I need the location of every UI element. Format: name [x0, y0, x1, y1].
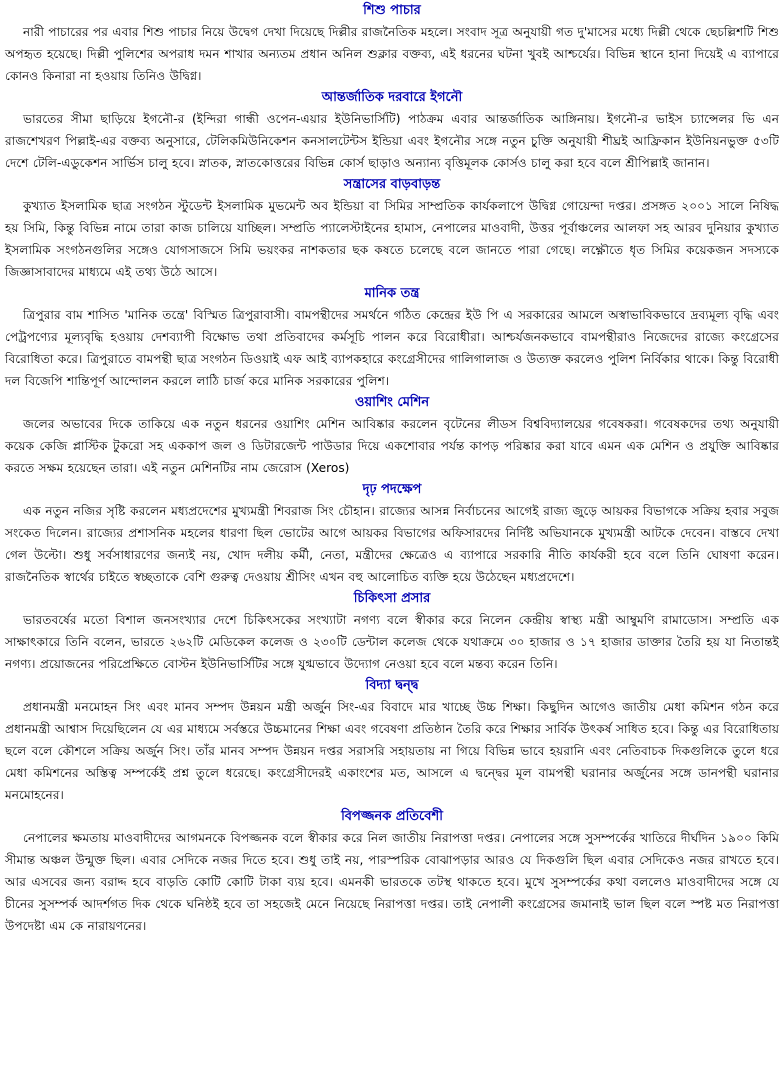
article-bidya-dwandwa	[5, 676, 779, 806]
article-heading: চিকিৎসা প্রসার	[353, 591, 431, 606]
article-bipajjanak-prativeshi	[5, 807, 779, 937]
article-manik-tantra	[5, 284, 779, 392]
article-body: ত্রিপুরার বাম শাসিত 'মানিক তন্ত্রে' বিস্মিত ত্রিপুরাবাসী। বামপন্থীদের সমর্থনে গঠিত কেন্দ্রের ইউ পি এ সরকারের আমলে অস্বাভাবিকভাবে দ্রব্যমূল্য বৃদ্ধি এবং পেট্রপণ্যের মূল্যবৃদ্ধি হওয়ায় দেশব্যাপী বিক্ষোভ তথা প্রতিবাদের কর্মসূচি পালন করে বিরোধীরা। আশ্চর্যজনকভাবে বামপন্থীরাও নিজেদের রাজ্যে কংগ্রেসের বিরোধিতা করে। ত্রিপুরাতে বামপন্থী ছাত্র সংগঠন ডিওয়াই এফ আই ব্যাপকহারে কংগ্রেসীদের গালিগালাজ ও উত্যক্ত করলেও পুলিশ নির্বিকার থাকে। কিন্তু বিরোধী দল বিজেপি শান্তিপূর্ণ আন্দোলন করলে লাঠি চার্জ করে মানিক সরকারের পুলিশ।	[5, 308, 779, 388]
article-chikitsa-prasar	[5, 589, 779, 675]
article-body: জলের অভাবের দিকে তাকিয়ে এক নতুন ধরনের ওয়াশিং মেশিন আবিষ্কার করলেন বৃটেনের লীডস বিশ্ববিদ্যালয়ের গবেষকরা। গবেষকদের তথ্য অনুযায়ী কয়েক কেজি প্লাস্টিক টুকরো সহ এককাপ জল ও ডিটারজেন্ট পাউডার দিয়ে একশোবার পর্যন্ত কাপড় পরিষ্কার করা যাবে এমন এক মেশিন ও প্রযুক্তি আবিষ্কার করতে সক্ষম হয়েছেন তারা। এই নতুন মেশিনটির নাম জেরোস (Xeros)	[5, 417, 779, 475]
article-body: এক নতুন নজির সৃষ্টি করলেন মধ্যপ্রদেশের মুখ্যমন্ত্রী শিবরাজ সিং চৌহান। রাজ্যের আসন্ন নির্বাচনের আগেই রাজ্য জুড়ে আয়কর বিভাগকে সক্রিয় হবার সবুজ সংকেত দিলেন। রাজ্যের প্রশাসনিক মহলের ধারণা ছিল ভোটের আগে আয়কর বিভাগের অফিসারদের নির্দিষ্ট অভিযানকে মুখ্যমন্ত্রী আটকে দেবেন। বাস্তবে দেখা গেল উল্টো। শুধু সর্বসাধারণের জন্যই নয়, খোদ দলীয় কর্মী, নেতা, মন্ত্রীদের ক্ষেত্রেও এ ব্যাপারে সরকারি নীতি কার্যকরী হবে বলে তিনি ঘোষণা করেন। রাজনৈতিক স্বার্থের চাইতে স্বচ্ছতাকে বেশি গুরুত্ব দেওয়ায় শ্রীসিং এখন বহু আলোচিত ব্যক্তি হয়ে উঠেছেন মধ্যপ্রদেশে।	[5, 504, 779, 584]
article-washing-machine	[5, 393, 779, 479]
article-heading: ওয়াশিং মেশিন	[354, 395, 430, 410]
article-body: ভারতবর্ষের মতো বিশাল জনসংখ্যার দেশে চিকিৎসকের সংখ্যাটা নগণ্য বলে স্বীকার করে নিলেন কেন্দ্রীয় স্বাস্থ্য মন্ত্রী আম্বুমণি রামাডোস। সম্প্রতি এক সাক্ষাৎকারে তিনি বলেন, ভারতে ২৬২টি মেডিকেল কলেজ ও ২৩০টি ডেন্টাল কলেজ থেকে যথাক্রমে ৩০ হাজার ও ১৭ হাজার ডাক্তার তৈরি হয় যা নিতান্তই নগণ্য। প্রয়োজনের পরিপ্রেক্ষিতে বোস্টন ইউনিভার্সিটির সঙ্গে যুগ্মভাবে উদ্যোগ নেওয়া হবে বলে মন্তব্য করেন তিনি।	[5, 613, 779, 671]
article-body: নেপালের ক্ষমতায় মাওবাদীদের আগমনকে বিপজ্জনক বলে স্বীকার করে নিল জাতীয় নিরাপত্তা দপ্তর। নেপালের সঙ্গে সুসম্পর্কের খাতিরে দীর্ঘদিন ১৯০০ কিমি সীমান্ত অঞ্চল উন্মুক্ত ছিল। এবার সেদিকে নজর দিতে হবে। শুধু তাই নয়, পারস্পরিক বোঝাপড়ার আরও যে দিকগুলি ছিল এবার সেদিকেও নজর রাখতে হবে। আর এসবের জন্য বরাদ্দ হবে বাড়তি কোটি কোটি টাকা ব্যয় হবে। এমনকী ভারতকে তটস্থ থাকতে হবে। মুখে সুসম্পর্কের কথা বললেও মাওবাদীদের সঙ্গে যে চীনের সুসম্পর্ক আদর্শগত দিক থেকে ঘনিষ্ঠই হবে তা সহজেই মেনে নিয়েছে নিরাপত্তা দপ্তর। তাই নেপালী কংগ্রেসের জমানাই ভাল ছিল বলে স্পষ্ট মত নিরাপত্তা উপদেষ্টা এম কে নারায়ণনের।	[5, 831, 779, 933]
article-body: নারী পাচারের পর এবার শিশু পাচার নিয়ে উদ্বেগ দেখা দিয়েছে দিল্লীর রাজনৈতিক মহলে। সংবাদ সূত্র অনুযায়ী গত দু'মাসের মধ্যে দিল্লী থেকে ছেচল্লিশটি শিশু অপহৃত হয়েছে। দিল্লী পুলিশের অপরাধ দমন শাখার অন্যতম প্রধান অনিল শুক্লার বক্তব্য, এই ধরনের ঘটনা খুবই আশ্চর্যের। বিভিন্ন স্থানে হানা দিয়েই এ ব্যাপারে কোনও কিনারা না হওয়ায় তিনিও উদ্বিগ্ন।	[5, 25, 779, 83]
article-shishu-pachar	[5, 1, 779, 87]
article-heading: দৃঢ় পদক্ষেপ	[362, 482, 422, 497]
article-heading: মানিক তন্ত্র	[364, 286, 420, 301]
article-heading: বিপজ্জনক প্রতিবেশী	[341, 809, 443, 824]
article-ignou	[5, 88, 779, 174]
article-santras	[5, 175, 779, 283]
article-body: প্রধানমন্ত্রী মনমোহন সিং এবং মানব সম্পদ উন্নয়ন মন্ত্রী অর্জুন সিং-এর বিবাদে মার খাচ্ছে উচ্চ শিক্ষা। কিছুদিন আগেও জাতীয় মেধা কমিশন গঠন করে প্রধানমন্ত্রী আশ্বাস দিয়েছিলেন যে এর মাধ্যমে সর্বস্তরে উচ্চমানের শিক্ষা এবং গবেষণা প্রতিষ্ঠান তৈরি করে শিক্ষার সার্বিক উৎকর্ষ সাধিত হবে। কিন্তু এর বিরোধিতায় ছলে বলে কৌশলে সক্রিয় অর্জুন সিং। তাঁর মানব সম্পদ উন্নয়ন দপ্তর সরাসরি সহায়তায় না গিয়ে বিভিন্ন ভাবে হয়রানি এবং নেতিবাচক দিকগুলিকে তুলে ধরে মেধা কমিশনের অস্তিত্ব সম্পর্কেই প্রশ্ন তুলে ধরেছে। কংগ্রেসীদেরই একাংশের মত, আসলে এ দ্বন্দ্বের মূল বামপন্থী ঘরানার অর্জুনের সঙ্গে ডানপন্থী ঘরানার মনমোহনের।	[5, 700, 779, 802]
article-body: কুখ্যাত ইসলামিক ছাত্র সংগঠন স্টুডেন্ট ইসলামিক মুভমেন্ট অব ইন্ডিয়া বা সিমির সাম্প্রতিক কার্যকলাপে উদ্বিগ্ন গোয়েন্দা দপ্তর। প্রসঙ্গত ২০০১ সালে নিষিদ্ধ হয় সিমি, কিন্তু বিভিন্ন নামে তারা কাজ চালিয়ে যাচ্ছিল। সম্প্রতি প্যালেস্টাইনের হামাস, নেপালের মাওবাদী, উত্তর পূর্বাঞ্চলের আলফা সহ আরব দুনিয়ার কুখ্যাত ইসলামিক সংগঠনগুলির সঙ্গেও যোগসাজসে সিমি ভয়ংকর নাশকতার ছক কষতে চলেছে বলে জানতে পারা গেছে। লক্ষ্ণৌতে ধৃত সিমির কয়েকজন সদস্যকে জিজ্ঞাসাবাদের মাধ্যমে এই তথ্য উঠে আসে।	[5, 199, 779, 279]
article-heading: বিদ্যা দ্বন্দ্ব	[365, 678, 419, 693]
article-body: ভারতের সীমা ছাড়িয়ে ইগনৌ-র (ইন্দিরা গান্ধী ওপেন-এয়ার ইউনিভার্সিটি) পাঠক্রম এবার আন্তর্জাতিক আঙ্গিনায়। ইগনৌ-র ভাইস চ্যান্সেলর ভি এন রাজশেখরণ পিল্লাই-এর বক্তব্য অনুসারে, টেলিকমিউনিকেশন কনসালটেন্টস ইন্ডিয়া এবং ইগনৌর সঙ্গে নতুন চুক্তি অনুযায়ী শীঘ্রই আফ্রিকান ইউনিয়নভুক্ত ৫৩টি দেশে টেলি-এডুকেশন সার্ভিস চালু হবে। স্নাতক, স্নাতকোত্তরের বিভিন্ন কোর্স ছাড়াও অন্যান্য বৃত্তিমূলক কোর্সও চালু করা হবে বলে শ্রীপিল্লাই জানান।	[5, 112, 779, 170]
article-dridha-padakshep	[5, 480, 779, 588]
article-heading: শিশু পাচার	[363, 3, 421, 18]
news-digest-page	[0, 1, 784, 937]
article-heading: আন্তর্জাতিক দরবারে ইগনৌ	[321, 90, 463, 105]
article-heading: সন্ত্রাসের বাড়বাড়ন্ত	[343, 177, 441, 192]
